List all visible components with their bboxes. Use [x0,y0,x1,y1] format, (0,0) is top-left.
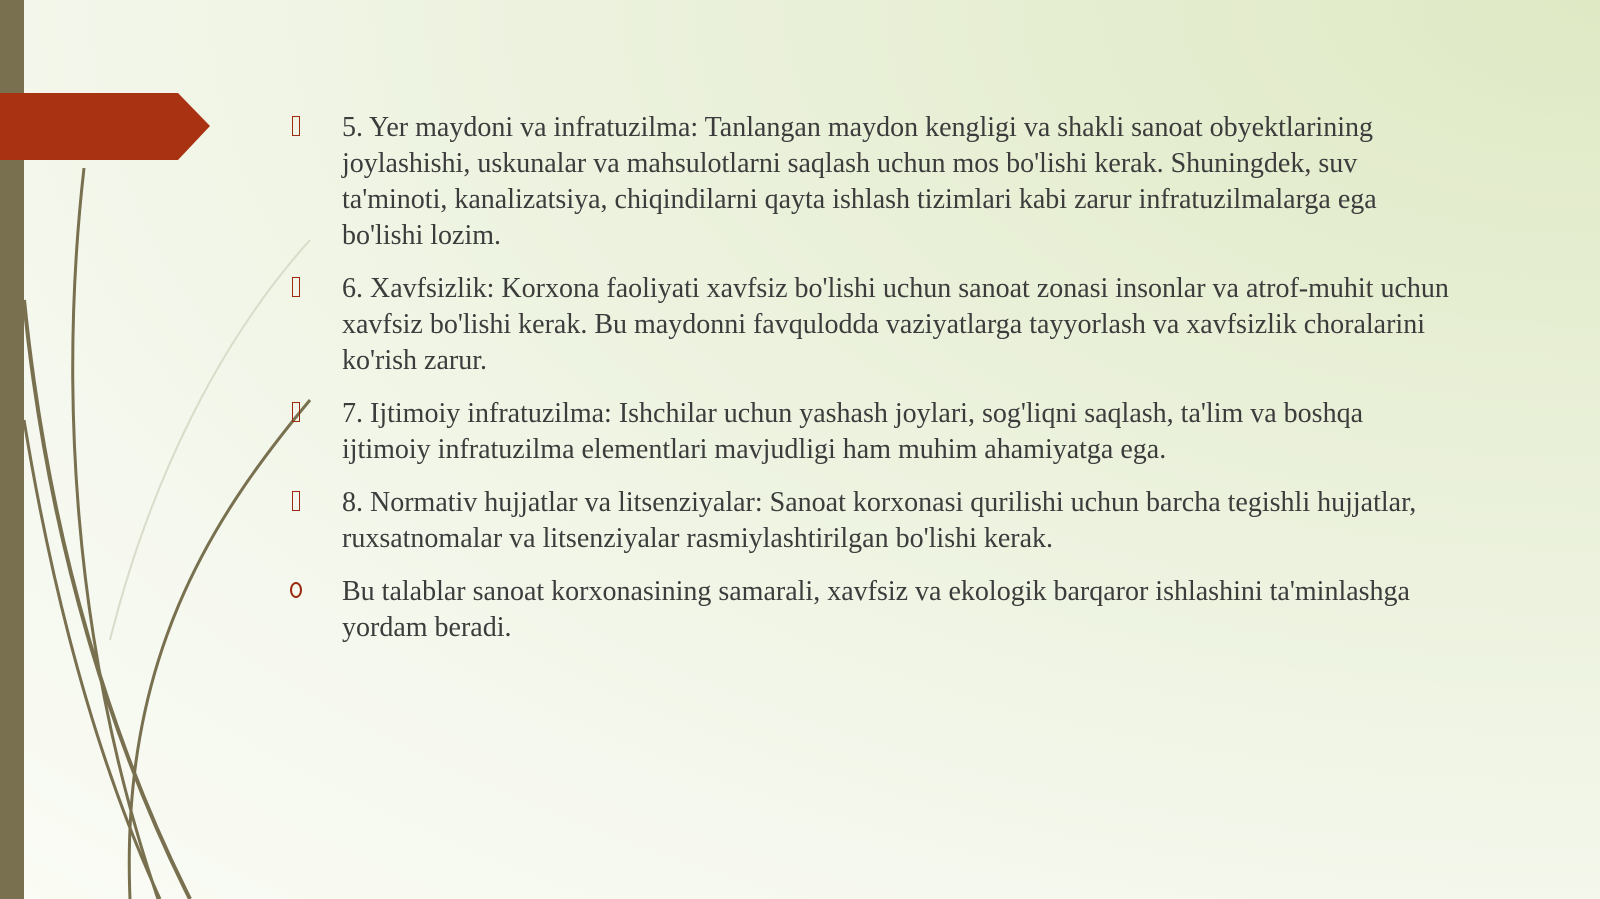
list-item [290,396,1450,468]
box-icon [292,277,300,297]
circle-icon [290,582,302,598]
list-item [290,110,1450,254]
box-icon [292,402,300,422]
box-icon [292,491,300,511]
list-item-text: 7. Ijtimoiy infratuzilma: Ishchilar uchun yashash joylari, sog'liqni saqlash, ta'lim va boshqa ijtimoiy infratuzilma elementlari mavjudligi ham muhim ahamiyatga ega. [342,398,1364,465]
list-item [290,271,1450,379]
box-icon [292,116,300,136]
list-item-text: Bu talablar sanoat korxonasining samarali, xavfsiz va ekologik barqaror ishlashini ta'minlashga yordam beradi. [342,576,1410,643]
list-item-text: 5. Yer maydoni va infratuzilma: Tanlangan maydon kengligi va shakli sanoat obyektlarining joylashishi, uskunalar va mahsulotlarni saqlash uchun mos bo'lishi kerak. Shuningdek, suv ta'minoti, kanalizatsiya, chiqindilarni qayta ishlash tizimlari kabi zarur infratuzilmalarga ega bo'lishi lozim. [342,112,1377,251]
list-item [290,485,1450,557]
list-item [290,574,1450,646]
bullet-list [290,110,1450,663]
list-item-text: 8. Normativ hujjatlar va litsenziyalar: Sanoat korxonasi qurilishi uchun barcha tegishli hujjatlar, ruxsatnomalar va litsenziyalar rasmiylashtirilgan bo'lishi kerak. [342,487,1417,554]
arrow-banner [0,93,210,160]
list-item-text: 6. Xavfsizlik: Korxona faoliyati xavfsiz bo'lishi uchun sanoat zonasi insonlar va atrof-muhit uchun xavfsiz bo'lishi kerak. Bu maydonni favqulodda vaziyatlarga tayyorlash va xavfsizlik choralarini ko'rish zarur. [342,273,1449,376]
